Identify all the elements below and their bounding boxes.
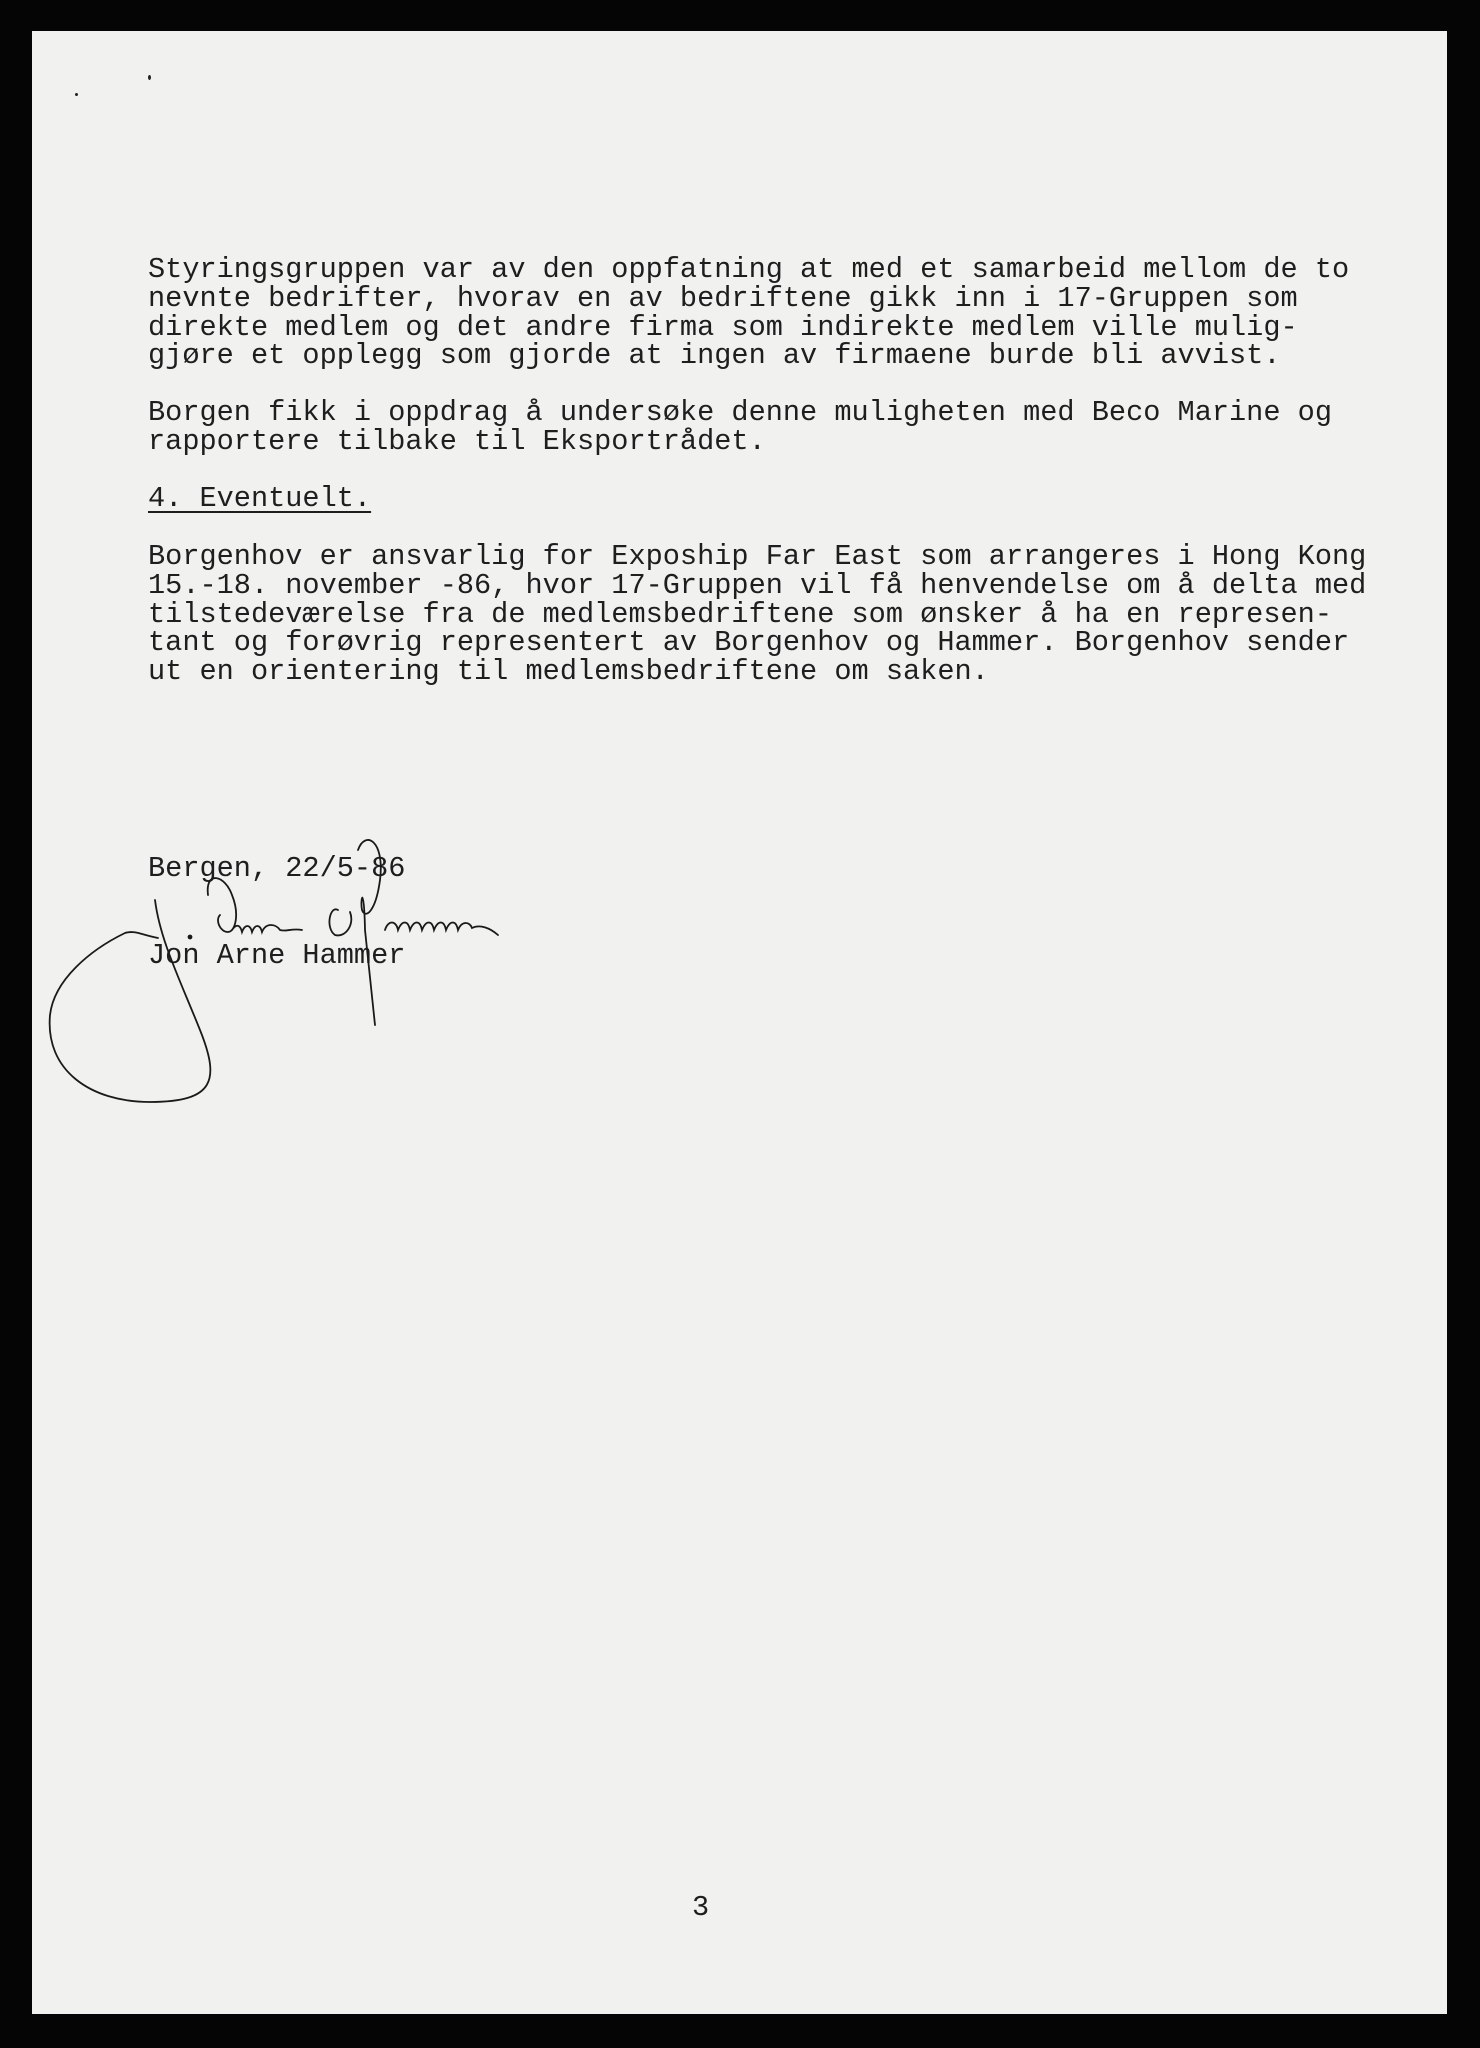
paragraph-line: rapportere tilbake til Eksportrådet. bbox=[148, 425, 766, 458]
paragraph-line: 15.-18. november -86, hvor 17-Gruppen vil få henvendelse om å delta med bbox=[148, 569, 1367, 602]
scan-speck bbox=[148, 75, 151, 80]
paragraph-line: direkte medlem og det andre firma som indirekte medlem ville mulig- bbox=[148, 311, 1298, 344]
paragraph-line: Styringsgruppen var av den oppfatning at med et samarbeid mellom de to bbox=[148, 253, 1350, 286]
paragraph-line: gjøre et opplegg som gjorde at ingen av firmaene burde bli avvist. bbox=[148, 339, 1281, 372]
paragraph-line: nevnte bedrifter, hvorav en av bedriftene gikk inn i 17-Gruppen som bbox=[148, 282, 1298, 315]
paragraph-line: tilstedeværelse fra de medlemsbedriftene som ønsker å ha en represen- bbox=[148, 598, 1332, 631]
paragraph-line: Borgen fikk i oppdrag å undersøke denne muligheten med Beco Marine og bbox=[148, 396, 1332, 429]
signatory-name: Jon Arne Hammer bbox=[148, 939, 406, 972]
paragraph-line: ut en orientering til medlemsbedriftene om saken. bbox=[148, 655, 989, 688]
section-heading: 4. Eventuelt. bbox=[148, 482, 372, 515]
scan-speck bbox=[75, 93, 78, 96]
page-number: 3 bbox=[692, 1891, 710, 1924]
handwritten-signature bbox=[40, 820, 560, 1120]
paragraph-line: Borgenhov er ansvarlig for Expoship Far East som arrangeres i Hong Kong bbox=[148, 540, 1367, 573]
paragraph-line: tant og forøvrig representert av Borgenhov og Hammer. Borgenhov sender bbox=[148, 626, 1350, 659]
place-date: Bergen, 22/5-86 bbox=[148, 852, 406, 885]
